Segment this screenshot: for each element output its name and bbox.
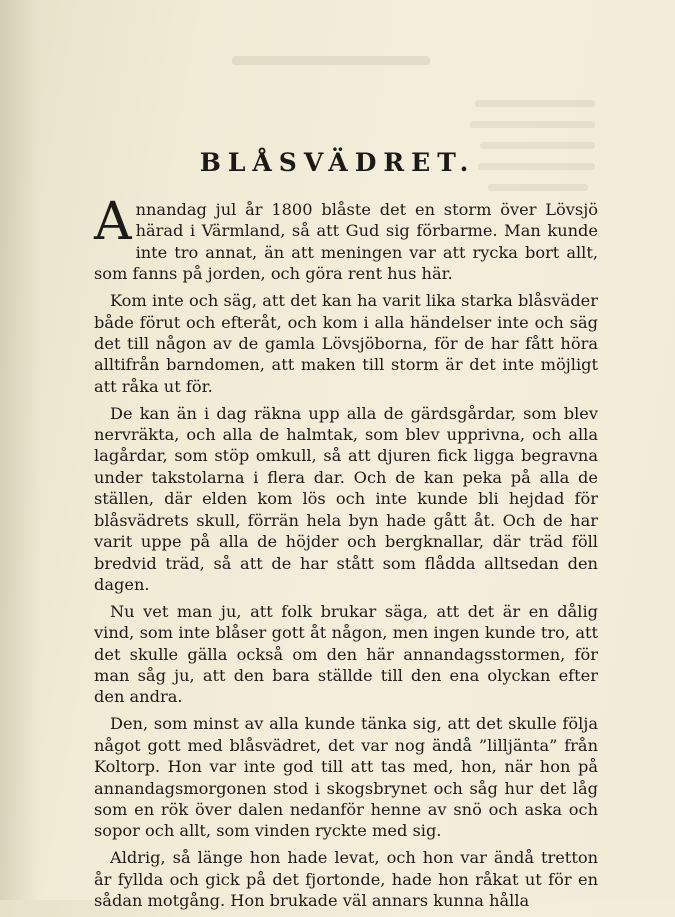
drop-cap: A <box>94 192 132 252</box>
paragraph: Nu vet man ju, att folk brukar säga, att det är en dålig vind, som inte blåser gott åt någon, men ingen kunde tro, att det skulle gälla också om den här annandagsstormen, för man såg ju, att den bara ställde till den ena olyckan efter den andra. <box>94 601 598 707</box>
body-text <box>94 192 598 917</box>
paragraph: Den, som minst av alla kunde tänka sig, att det skulle följa något gott med blåsvädret, det var nog ändå ”lilljänta” från Koltorp. Hon var inte god till att tas med, hon, när hon på annandagsmorgonen stod i skogsbrynet och såg hur det låg som en rök över dalen nedanför henne av snö och aska och sopor och allt, som vinden ryckte med sig. <box>94 714 598 841</box>
paragraph: Kom inte och säg, att det kan ha varit lika starka blåsväder både förut och efteråt, och kom i alla händelser inte och säg det till någon av de gamla Lövsjöborna, för de har fått höra alltifrån barndomen, att maken till storm är det inte möjligt att råka ut för. <box>94 291 598 396</box>
paragraph-text: nnandag jul år 1800 blåste det en storm över Lövsjö härad i Värmland, så att Gud sig förbarme. Man kunde inte tro annat, än att meningen var att rycka bort allt, som fanns på jorden, och göra rent hus här. <box>94 200 598 284</box>
paragraph <box>94 192 598 285</box>
chapter-title: BLÅSVÄDRET. <box>199 148 476 177</box>
page-gutter-shadow <box>0 0 40 900</box>
paragraph: Aldrig, så länge hon hade levat, och hon var ändå tretton år fyllda och gick på det fjortonde, hade hon råkat ut för en sådan motgång. Hon brukade väl annars kunna hålla <box>94 848 598 911</box>
paragraph: De kan än i dag räkna upp alla de gärdsgårdar, som blev nervräkta, och alla de halmtak, som blev upprivna, och alla lagårdar, som stöp omkull, så att djuren fick ligga begravna under takstolarna i flera dar. Och de kan peka på alla de ställen, där elden kom lös och inte kunde bli hejdad för blåsvädrets skull, förrän hela byn hade gått åt. Och de har varit uppe på alla de höjder och bergknallar, där träd föll bredvid träd, så att de har stått som flådda alltsedan den dagen. <box>94 403 598 594</box>
